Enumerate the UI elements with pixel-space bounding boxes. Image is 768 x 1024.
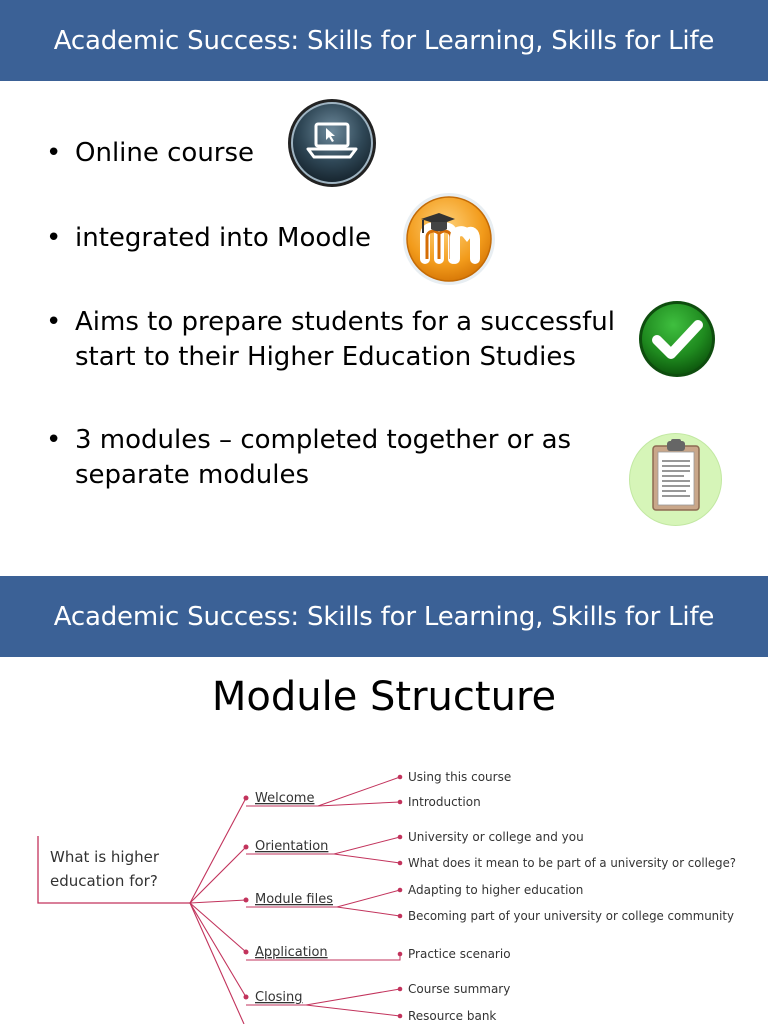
bullet-text: integrated into Moodle bbox=[75, 223, 372, 253]
slide2-header-text: Academic Success: Skills for Learning, Skills for Life bbox=[53, 601, 715, 632]
bullet-moodle bbox=[46, 221, 371, 256]
leaf-resource-bank: Resource bank bbox=[408, 1009, 497, 1023]
root-label-line2: education for? bbox=[50, 872, 158, 890]
leaf-adapting: Adapting to higher education bbox=[408, 883, 584, 897]
laptop-icon bbox=[286, 97, 378, 189]
bullet-dot: • bbox=[46, 223, 62, 253]
branch-welcome: Welcome bbox=[255, 791, 315, 806]
moodle-icon bbox=[401, 191, 497, 287]
leaf-what-does-it-mean: What does it mean to be part of a university or college? bbox=[408, 856, 736, 870]
leaf-dots bbox=[398, 775, 403, 1019]
bullet-text: Online course bbox=[75, 138, 255, 168]
slide1-header-text: Academic Success: Skills for Learning, Skills for Life bbox=[53, 25, 715, 56]
bullet-modules bbox=[46, 423, 571, 493]
branch-application: Application bbox=[255, 945, 328, 960]
checkmark-icon bbox=[637, 299, 717, 379]
bullet-aims bbox=[46, 305, 615, 375]
branch-dots bbox=[244, 796, 249, 1000]
bullet-dot: • bbox=[46, 138, 62, 168]
bullet-online-course bbox=[46, 136, 254, 171]
leaf-introduction: Introduction bbox=[408, 795, 481, 809]
slide2-header-banner bbox=[0, 576, 768, 657]
root-connector bbox=[38, 836, 190, 903]
bullet-text: Aims to prepare students for a successful start to their Higher Education Studies bbox=[75, 307, 615, 372]
leaf-practice-scenario: Practice scenario bbox=[408, 947, 511, 961]
leaf-course-summary: Course summary bbox=[408, 982, 511, 996]
root-label-line1: What is higher bbox=[50, 848, 160, 866]
branch-orientation: Orientation bbox=[255, 839, 329, 854]
bullet-dot: • bbox=[46, 425, 62, 455]
bullet-text: 3 modules – completed together or as separate modules bbox=[75, 425, 572, 490]
branch-module-files: Module files bbox=[255, 892, 333, 907]
leaf-using-this-course: Using this course bbox=[408, 770, 512, 784]
branch-closing: Closing bbox=[255, 990, 303, 1005]
bullet-dot: • bbox=[46, 307, 62, 337]
slide1-header-banner bbox=[0, 0, 768, 81]
module-structure-title: Module Structure bbox=[211, 674, 557, 720]
module-structure-mindmap bbox=[0, 740, 768, 1024]
clipboard-icon bbox=[628, 432, 723, 527]
trunk-lines bbox=[190, 798, 246, 1024]
leaf-becoming-part: Becoming part of your university or college community bbox=[408, 909, 734, 923]
leaf-university-and-you: University or college and you bbox=[408, 830, 584, 844]
